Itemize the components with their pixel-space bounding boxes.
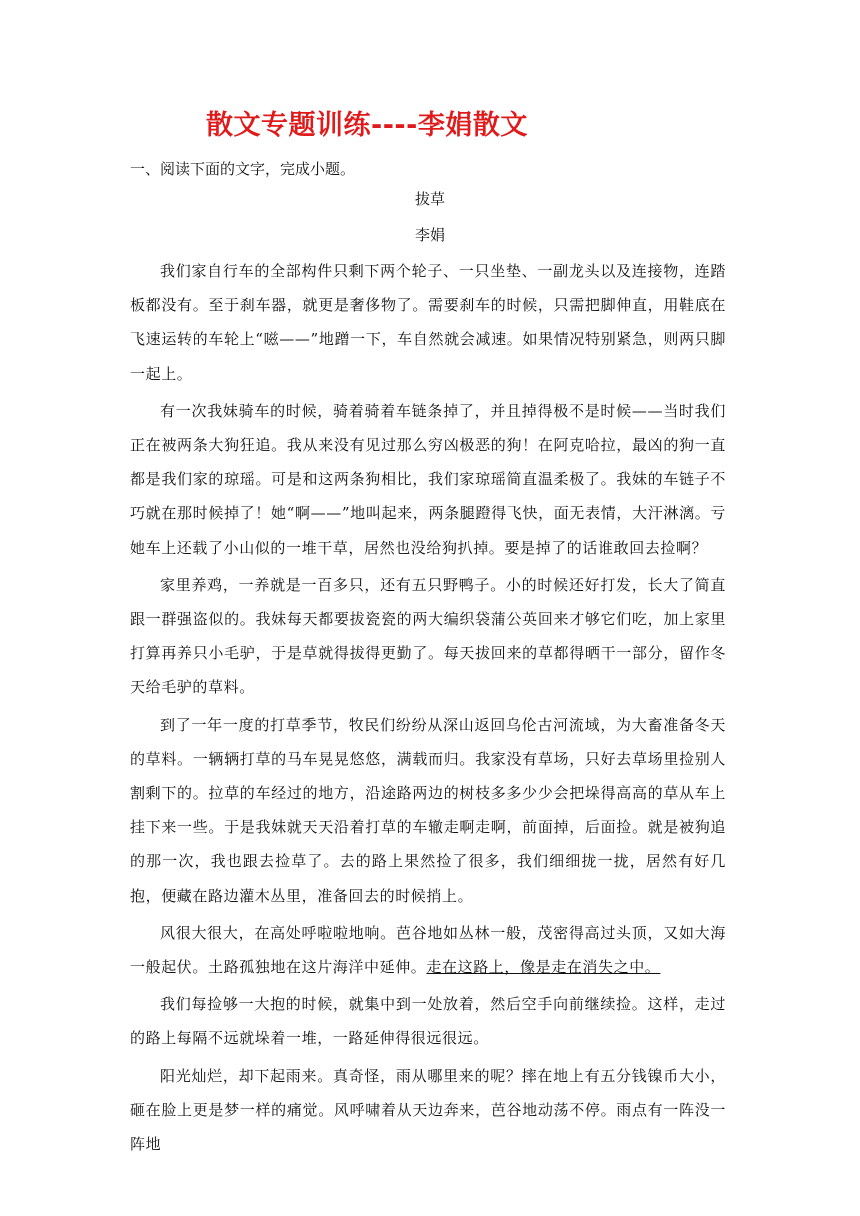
paragraph-text: 家里养鸡，一养就是一百多只，还有五只野鸭子。小的时候还好打发，长大了简直跟一群强盗似的。我妹每天都要拔瓷瓷的两大编织袋蒲公英回来才够它们吃，加上家里打算再养只小毛驴，于是草就得拔得更勤了。每天拔回来的草都得晒干一部分，留作冬天给毛驴的草料。 [130,575,726,697]
paragraph-7 [130,1059,726,1162]
paragraph-3 [130,568,726,705]
article-body [130,254,726,1164]
paragraph-text: 到了一年一度的打草季节，牧民们纷纷从深山返回乌伦古河流域，为大畜准备冬天的草料。一辆辆打草的马车晃晃悠悠，满载而归。我家没有草场，只好去草场里捡别人割剩下的。拉草的车经过的地方，沿途路两边的树枝多多少少会把垛得高高的草从车上挂下来一些。于是我妹就天天沿着打草的车辙走啊走啊，前面掉，后面捡。就是被狗追的那一次，我也跟去捡草了。去的路上果然捡了很多，我们细细拢一拢，居然有好几抱，便藏在路边灌木丛里，准备回去的时候捎上。 [130,715,726,905]
underlined-sentence: 走在这路上，像是走在消失之中。 [426,958,661,977]
paragraph-text: 我们每捡够一大抱的时候，就集中到一处放着，然后空手向前继续捡。这样，走过的路上每隔不远就垛着一堆，一路延伸得很远很远。 [130,995,726,1048]
paragraph-text: 我们家自行车的全部构件只剩下两个轮子、一只坐垫、一副龙头以及连接物，连踏板都没有。至于刹车器，就更是奢侈物了。需要刹车的时候，只需把脚伸直，用鞋底在飞速运转的车轮上“嗞——”地蹭一下，车自然就会减速。如果情况特别紧急，则两只脚一起上。 [130,262,726,383]
paragraph-4 [130,708,726,913]
document-title: 散文专题训练----李娟散文 [206,110,528,141]
paragraph-2 [130,394,726,565]
paragraph-text: 风很大很大，在高处呼啦啦地响。芭谷地如丛林一般，茂密得高过头顶，又如大海一般起伏。土路孤独地在这片海洋中延伸。 [130,923,726,977]
paragraph-text: 阳光灿烂，却下起雨来。真奇怪，雨从哪里来的呢？摔在地上有五分钱镍币大小，砸在脸上更是梦一样的痛觉。风呼啸着从天边奔来，芭谷地动荡不停。雨点有一阵没一阵地 [130,1066,726,1154]
paragraph-6 [130,987,726,1055]
paragraph-5 [130,916,726,984]
article-author: 李娟 [414,226,445,244]
article-title: 拔草 [414,190,445,208]
question-instruction: 一、阅读下面的文字，完成小题。 [130,160,356,178]
paragraph-text: 有一次我妹骑车的时候，骑着骑着车链条掉了，并且掉得极不是时候——当时我们正在被两条大狗狂追。我从来没有见过那么穷凶极恶的狗！在阿克哈拉，最凶的狗一直都是我们家的琼瑶。可是和这两条狗相比，我们家琼瑶简直温柔极了。我妹的车链子不巧就在那时候掉了！她“啊——”地叫起来，两条腿蹬得飞快，面无表情，大汗淋漓。亏她车上还载了小山似的一堆干草，居然也没给狗扒掉。要是掉了的话谁敢回去捡啊？ [130,401,726,557]
paragraph-1 [130,254,726,391]
